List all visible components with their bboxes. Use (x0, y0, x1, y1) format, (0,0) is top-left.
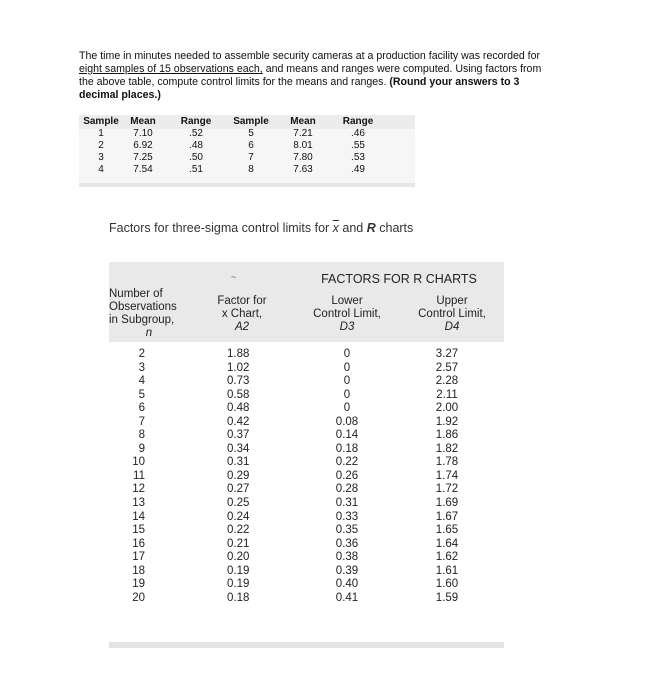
factors-title-suffix: charts (375, 221, 414, 235)
factor-cell-d3: 0.38 (335, 551, 359, 564)
header-n-line-3: in Subgroup, (109, 314, 175, 326)
factor-row (109, 443, 504, 457)
factor-cell-d3: 0 (343, 388, 351, 401)
header-a2-line-2: x Chart, (221, 308, 263, 320)
factor-cell-n: 6 (138, 402, 145, 415)
header-d4-symbol: D4 (444, 321, 460, 333)
factor-cell-d4: 2.28 (435, 375, 459, 388)
factor-cell-d3: 0 (343, 402, 351, 415)
problem-line-4 (79, 89, 579, 102)
factor-cell-d4: 1.67 (435, 510, 459, 523)
factor-cell-a2: 0.25 (227, 497, 250, 510)
problem-line-1: The time in minutes needed to assemble security cameras at a production facility was recorded for (79, 50, 541, 62)
factor-cell-a2: 0.27 (227, 483, 250, 496)
factor-cell-d3: 0.31 (335, 497, 359, 510)
sample-cell: 8 (248, 164, 254, 175)
factors-title-prefix: Factors for three-sigma control limits for (109, 221, 333, 235)
factor-cell-n: 4 (138, 375, 145, 388)
header-d3 (302, 295, 392, 334)
header-sample: Sample (83, 116, 119, 127)
factor-cell-d4: 1.65 (435, 524, 459, 537)
factor-row (109, 402, 504, 416)
factor-cell-a2: 0.20 (227, 551, 250, 564)
sample-cell: 7.21 (293, 128, 313, 139)
header-n-line-1: Number of (109, 288, 163, 300)
factor-row (109, 538, 504, 552)
factor-cell-a2: 0.48 (227, 402, 250, 415)
factor-cell-d3: 0.36 (335, 537, 359, 550)
sample-cell: 7.25 (133, 152, 153, 163)
factor-cell-d3: 0.14 (335, 429, 359, 442)
factor-row (109, 578, 504, 592)
factor-cell-a2: 0.34 (227, 442, 250, 455)
sample-cell: .52 (189, 128, 203, 139)
factor-cell-d4: 1.78 (435, 456, 459, 469)
sample-row (79, 128, 383, 140)
factor-cell-n: 8 (138, 429, 145, 442)
factor-cell-n: 14 (132, 510, 145, 523)
factor-cell-n: 3 (138, 361, 145, 374)
header-d4-line-2: Control Limit, (418, 308, 486, 320)
factor-cell-n: 2 (138, 348, 145, 360)
problem-statement (79, 50, 579, 102)
factor-cell-a2: 0.42 (227, 415, 250, 428)
factor-cell-a2: 0.21 (227, 537, 250, 550)
sample-cell: 7.80 (293, 152, 313, 163)
factor-cell-a2: 0.37 (227, 429, 250, 442)
factor-cell-n: 15 (132, 524, 145, 537)
factor-cell-d4: 1.62 (435, 551, 459, 564)
factor-cell-d4: 1.82 (435, 442, 459, 455)
factor-cell-d4: 1.64 (435, 537, 459, 550)
factor-cell-d3: 0.41 (335, 591, 359, 604)
header-d3-line-1: Lower (331, 295, 363, 307)
problem-underlined-text: eight samples of 15 observations each, (79, 63, 263, 75)
factors-title (109, 221, 413, 235)
factor-cell-a2: 0.18 (227, 591, 250, 604)
sample-cell: .51 (189, 164, 203, 175)
header-d4 (407, 295, 497, 334)
sample-cell: 4 (98, 164, 104, 175)
sample-cell: .49 (351, 164, 365, 175)
factor-cell-a2: 0.19 (227, 578, 250, 591)
factor-cell-d4: 1.92 (435, 415, 459, 428)
factor-cell-d4: 1.74 (435, 469, 459, 482)
header-d3-line-2: Control Limit, (313, 308, 381, 320)
sample-cell: .48 (189, 140, 203, 151)
sample-cell: 5 (248, 128, 254, 139)
factor-row (109, 524, 504, 538)
factor-cell-d3: 0.18 (335, 442, 359, 455)
factor-row (109, 483, 504, 497)
header-sample-2: Sample (233, 116, 269, 127)
factors-title-middle: and (338, 221, 367, 235)
problem-line-3-bold: (Round your answers to 3 (386, 76, 520, 88)
sample-cell: .55 (351, 140, 365, 151)
table-shadow (79, 183, 415, 187)
factor-row (109, 497, 504, 511)
factor-cell-n: 5 (138, 388, 145, 401)
problem-line-3-text: the above table, compute control limits for the means and ranges. (79, 76, 387, 88)
factor-cell-a2: 1.88 (227, 348, 250, 360)
factor-cell-d4: 1.61 (435, 564, 459, 577)
factor-cell-a2: 0.31 (227, 456, 250, 469)
factor-cell-d4: 2.00 (435, 402, 459, 415)
factor-cell-n: 12 (132, 483, 145, 496)
factor-row (109, 592, 504, 606)
sample-cell: 7.10 (133, 128, 153, 139)
factor-cell-d3: 0.28 (335, 483, 359, 496)
factor-cell-n: 17 (132, 551, 145, 564)
factor-cell-a2: 0.22 (227, 524, 250, 537)
sample-cell: 2 (98, 140, 104, 151)
factor-cell-n: 11 (133, 469, 145, 482)
factor-cell-a2: 0.19 (227, 564, 250, 577)
sample-cell: 1 (98, 128, 104, 139)
sample-data-table (79, 115, 415, 187)
factor-cell-n: 7 (138, 415, 145, 428)
header-a2-line-1: Factor for (217, 295, 267, 307)
header-d4-line-1: Upper (436, 295, 468, 307)
factor-cell-d4: 3.27 (435, 348, 459, 360)
header-n-symbol: n (145, 327, 153, 339)
factor-row (109, 565, 504, 579)
factor-cell-a2: 0.58 (227, 388, 250, 401)
factor-row (109, 362, 504, 376)
factor-cell-n: 20 (132, 591, 145, 604)
sample-cell: 3 (98, 152, 104, 163)
factor-cell-a2: 0.29 (227, 469, 250, 482)
factor-cell-d3: 0.40 (335, 578, 359, 591)
problem-line-2-rest: and means and ranges were computed. Using factors from (262, 63, 542, 75)
sample-row (79, 152, 383, 164)
factor-cell-d4: 2.11 (436, 388, 458, 401)
r-symbol: R (366, 221, 376, 235)
factor-cell-d4: 2.57 (435, 361, 459, 374)
sample-header-row (79, 116, 383, 128)
factor-rows (109, 348, 504, 605)
header-n (109, 288, 189, 340)
header-a2-symbol: A2 (234, 321, 250, 333)
sample-cell: .50 (189, 152, 203, 163)
factor-cell-n: 19 (132, 578, 145, 591)
factor-cell-d3: 0.08 (335, 415, 359, 428)
factor-cell-d3: 0.26 (335, 469, 359, 482)
factor-cell-d4: 1.86 (435, 429, 459, 442)
factor-cell-d4: 1.60 (435, 578, 459, 591)
factor-cell-d4: 1.72 (435, 483, 459, 496)
sample-row (79, 164, 383, 176)
r-charts-group-header: FACTORS FOR R CHARTS (321, 272, 477, 286)
problem-line-4-bold: decimal places.) (79, 89, 161, 101)
problem-line-3 (79, 76, 579, 89)
factor-cell-n: 18 (132, 564, 145, 577)
factor-row (109, 429, 504, 443)
table-footer-band (109, 642, 504, 648)
factor-row (109, 456, 504, 470)
tick-mark: ~ (231, 272, 237, 282)
factor-cell-d4: 1.69 (435, 497, 459, 510)
sample-cell: 7.63 (293, 164, 313, 175)
factor-cell-d3: 0.33 (335, 510, 359, 523)
factor-cell-a2: 1.02 (227, 361, 250, 374)
factor-cell-n: 16 (132, 537, 145, 550)
factor-cell-d3: 0.35 (335, 524, 359, 537)
factor-cell-d3: 0 (343, 348, 351, 360)
header-range-2: Range (342, 116, 374, 127)
factor-cell-d3: 0 (343, 361, 351, 374)
sample-cell: .53 (351, 152, 365, 163)
sample-cell: 6.92 (133, 140, 153, 151)
sample-cell: 7 (248, 152, 254, 163)
factor-cell-n: 10 (132, 456, 145, 469)
factors-table (109, 262, 504, 648)
header-n-line-2: Observations (109, 301, 177, 313)
factor-cell-a2: 0.73 (227, 375, 250, 388)
header-mean-2: Mean (290, 116, 316, 127)
factor-row (109, 551, 504, 565)
factor-cell-d3: 0.39 (335, 564, 359, 577)
sample-cell: 8.01 (293, 140, 313, 151)
xbar-symbol: $\overline{x}$ (332, 221, 339, 235)
factor-cell-d4: 1.59 (435, 591, 459, 604)
header-d3-symbol: D3 (339, 321, 355, 333)
sample-cell: .46 (351, 128, 365, 139)
factor-cell-a2: 0.24 (227, 510, 250, 523)
header-range: Range (180, 116, 212, 127)
factor-cell-d3: 0.22 (335, 456, 359, 469)
factor-cell-d3: 0 (343, 375, 351, 388)
factor-row (109, 470, 504, 484)
factor-row (109, 511, 504, 525)
factor-cell-n: 13 (132, 497, 145, 510)
sample-cell: 7.54 (133, 164, 153, 175)
factor-row (109, 348, 504, 362)
sample-table (79, 116, 383, 176)
factor-cell-n: 9 (138, 442, 145, 455)
sample-cell: 6 (248, 140, 254, 151)
factor-row (109, 389, 504, 403)
problem-line-2 (79, 63, 579, 76)
sample-row (79, 140, 383, 152)
header-a2 (207, 295, 277, 334)
header-mean: Mean (130, 116, 156, 127)
factor-row (109, 375, 504, 389)
factor-row (109, 416, 504, 430)
